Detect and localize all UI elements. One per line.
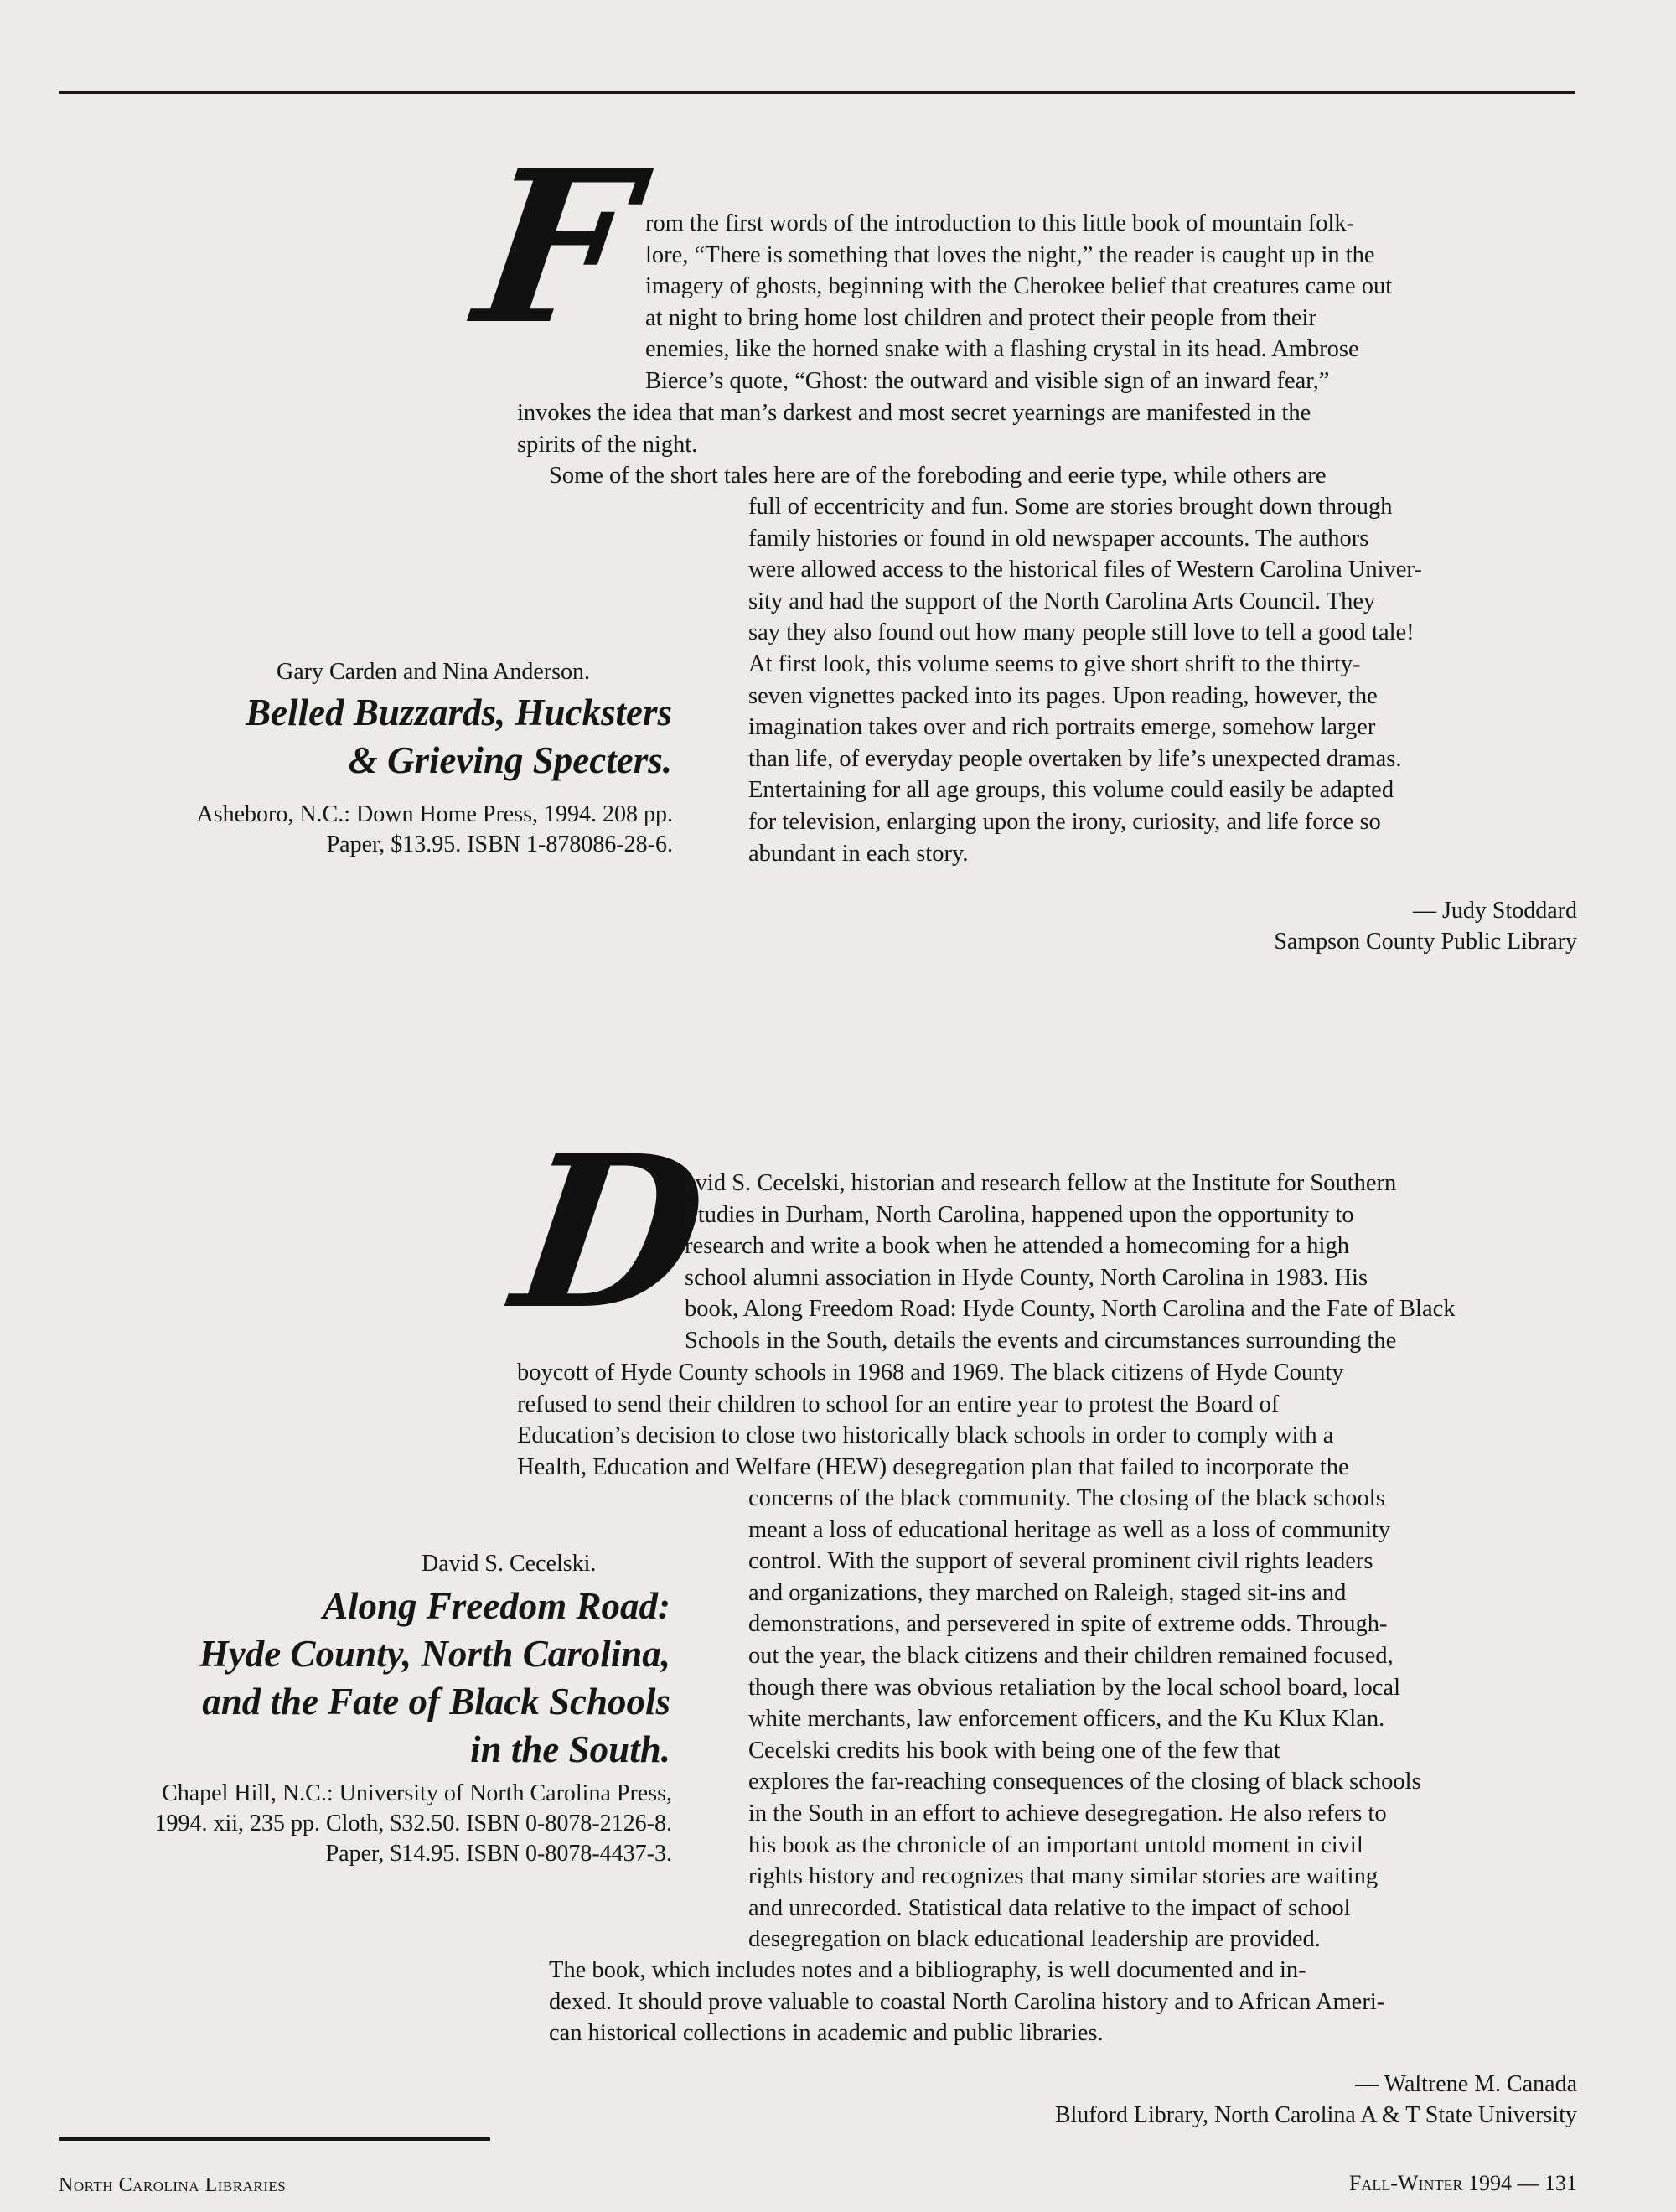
review2-reviewer: [1055, 2069, 1577, 2131]
text-line: lore, “There is something that loves the night,” the reader is caught up in the: [645, 241, 1375, 268]
text-line: invokes the idea that man’s darkest and most secret yearnings are manifested in the: [517, 400, 1311, 426]
pub-line: 1994. xii, 235 pp. Cloth, $32.50. ISBN 0-8078-2126-8.: [154, 1811, 672, 1836]
review1-paragraph-1: [645, 208, 1392, 397]
text-line: school alumni association in Hyde County, North Carolina in 1983. His: [685, 1264, 1368, 1291]
text-line: for television, enlarging upon the irony, curiosity, and life force so: [748, 808, 1381, 835]
text-line: dexed. It should prove valuable to coastal North Carolina history and to African Ameri-: [549, 1988, 1385, 2015]
text-line: explores the far-reaching consequences of the closing of black schools: [748, 1769, 1421, 1795]
text-line: avid S. Cecelski, historian and research fellow at the Institute for Southern: [685, 1170, 1397, 1196]
text-line: book, Along Freedom Road: Hyde County, North Carolina and the Fate of Black: [685, 1296, 1456, 1323]
text-line: control. With the support of several prominent civil rights leaders: [748, 1548, 1373, 1575]
text-line: out the year, the black citizens and their children remained focused,: [748, 1642, 1394, 1669]
text-line: in the South in an effort to achieve desegregation. He also refers to: [748, 1800, 1387, 1826]
text-line: family histories or found in old newspaper accounts. The authors: [748, 525, 1369, 552]
reviewer-affiliation: Sampson County Public Library: [1274, 929, 1577, 955]
title-line: & Grieving Specters.: [348, 739, 672, 781]
title-line: Belled Buzzards, Hucksters: [246, 692, 672, 733]
text-line: and unrecorded. Statistical data relative to the impact of school: [748, 1894, 1351, 1921]
text-line: Cecelski credits his book with being one of the few that: [748, 1737, 1280, 1764]
pub-line: Paper, $14.95. ISBN 0-8078-4437-3.: [325, 1841, 672, 1867]
text-line: boycott of Hyde County schools in 1968 and 1969. The black citizens of Hyde County: [517, 1360, 1344, 1386]
text-line: imagery of ghosts, beginning with the Cherokee belief that creatures came out: [645, 273, 1393, 300]
title-line: Hyde County, North Carolina,: [199, 1633, 670, 1675]
review2-publication-info: [17, 1779, 672, 1869]
review1-paragraph-3: [549, 460, 1326, 492]
review1-paragraph-2: [517, 397, 1311, 460]
text-line: refused to send their children to school for an entire year to protest the Board of: [517, 1391, 1280, 1417]
text-line: concerns of the black community. The closing of the black schools: [748, 1485, 1385, 1511]
reviewer-affiliation: Bluford Library, North Carolina A & T State University: [1054, 2102, 1577, 2128]
top-rule: [59, 91, 1575, 94]
review2-paragraph-2: [517, 1357, 1349, 1483]
text-line: At first look, this volume seems to give short shrift to the thirty-: [748, 650, 1361, 677]
review2-book-author: David S. Cecelski.: [422, 1551, 597, 1577]
text-line: desegregation on black educational leadership are provided.: [748, 1926, 1321, 1953]
text-line: Entertaining for all age groups, this volume could easily be adapted: [748, 777, 1394, 804]
text-line: demonstrations, and persevered in spite of extreme odds. Through-: [748, 1611, 1388, 1638]
reviewer-name: — Waltrene M. Canada: [1355, 2071, 1577, 2097]
text-line: Schools in the South, details the events and circumstances surrounding the: [685, 1327, 1397, 1354]
text-line: seven vignettes packed into its pages. Upon reading, however, the: [748, 682, 1378, 709]
review2-paragraph-3: [748, 1483, 1421, 1956]
dropcap-review2: D: [502, 1109, 719, 1355]
text-line: can historical collections in academic and public libraries.: [549, 2020, 1104, 2047]
review2-paragraph-4: [549, 1955, 1384, 2049]
text-line: meant a loss of educational heritage as well as a loss of community: [748, 1516, 1391, 1543]
review2-paragraph-1: [685, 1168, 1456, 1357]
text-line: full of eccentricity and fun. Some are stories brought down through: [748, 494, 1393, 520]
text-line: rom the first words of the introduction to this little book of mountain folk-: [645, 210, 1355, 236]
review1-book-author: Gary Carden and Nina Anderson.: [277, 659, 591, 685]
text-line: at night to bring home lost children and protect their people from their: [645, 304, 1316, 331]
dropcap-review1: F: [464, 124, 649, 370]
review1-paragraph-4: [748, 491, 1422, 869]
text-line: and organizations, they marched on Raleigh, staged sit-ins and: [748, 1579, 1347, 1606]
text-line: Studies in Durham, North Carolina, happened upon the opportunity to: [685, 1201, 1354, 1228]
text-line: Health, Education and Welfare (HEW) desegregation plan that failed to incorporate the: [517, 1453, 1349, 1480]
reviewer-name: — Judy Stoddard: [1413, 898, 1577, 924]
bottom-rule: [59, 2137, 490, 2141]
text-line: white merchants, law enforcement officers, and the Ku Klux Klan.: [748, 1706, 1385, 1733]
text-line: The book, which includes notes and a bibliography, is well documented and in-: [549, 1957, 1306, 1983]
text-line: Some of the short tales here are of the foreboding and eerie type, while others are: [549, 463, 1327, 489]
review1-book-title: [161, 689, 672, 785]
title-line: and the Fate of Black Schools: [202, 1681, 670, 1722]
text-line: enemies, like the horned snake with a flashing crystal in its head. Ambrose: [645, 336, 1359, 363]
text-line: imagination takes over and rich portraits emerge, somehow larger: [748, 714, 1376, 741]
text-line: than life, of everyday people overtaken by life’s unexpected dramas.: [748, 745, 1402, 772]
text-line: though there was obvious retaliation by the local school board, local: [748, 1674, 1401, 1701]
pub-line: Asheboro, N.C.: Down Home Press, 1994. 208 pp.: [196, 801, 673, 827]
text-line: spirits of the night.: [517, 431, 698, 458]
pub-line: Chapel Hill, N.C.: University of North Carolina Press,: [162, 1780, 672, 1806]
title-line: Along Freedom Road:: [322, 1585, 670, 1627]
text-line: sity and had the support of the North Carolina Arts Council. They: [748, 588, 1376, 614]
text-line: abundant in each story.: [748, 840, 969, 867]
pub-line: Paper, $13.95. ISBN 1-878086-28-6.: [326, 831, 673, 857]
text-line: Bierce’s quote, “Ghost: the outward and visible sign of an inward fear,”: [645, 367, 1330, 394]
text-line: rights history and recognizes that many similar stories are waiting: [748, 1863, 1379, 1890]
footer-journal-name: North Carolina Libraries: [59, 2174, 287, 2196]
text-line: were allowed access to the historical files of Western Carolina Univer-: [748, 557, 1422, 583]
review1-publication-info: [38, 800, 673, 860]
review2-book-title: [77, 1583, 670, 1774]
review1-reviewer: [1274, 895, 1577, 957]
text-line: research and write a book when he attended a homecoming for a high: [685, 1233, 1349, 1260]
text-line: say they also found out how many people still love to tell a good tale!: [748, 619, 1415, 646]
title-line: in the South.: [470, 1728, 670, 1770]
footer-issue-page: Fall-Winter 1994 — 131: [1348, 2171, 1577, 2195]
text-line: his book as the chronicle of an important untold moment in civil: [748, 1831, 1363, 1858]
text-line: Education’s decision to close two historically black schools in order to comply with a: [517, 1422, 1334, 1449]
